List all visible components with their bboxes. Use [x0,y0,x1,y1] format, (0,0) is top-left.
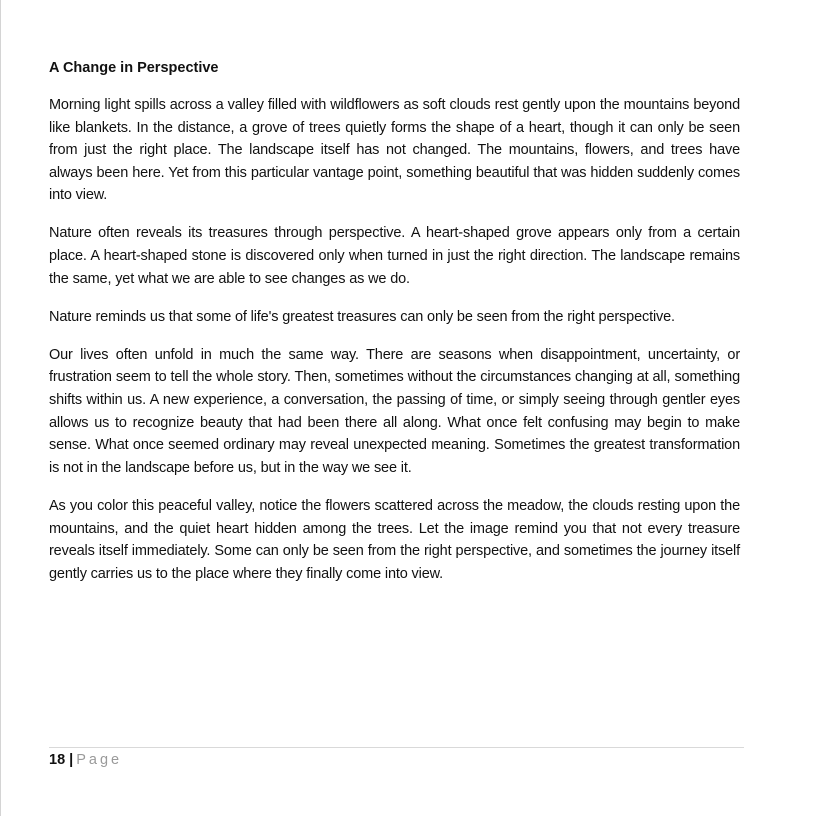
section-title: A Change in Perspective [49,60,219,76]
footer-separator: | [69,752,74,768]
paragraph-1: Morning light spills across a valley filled with wildflowers as soft clouds rest gently upon the mountains beyond like blankets. In the distance, a grove of trees quietly forms the shape of a heart, though it can only be seen from just the right place. The landscape itself has not changed. The mountains, flowers, and trees have always been here. Yet from this particular vantage point, something beautiful that was hidden suddenly comes into view. [49,97,740,204]
page-label: Page [76,752,123,768]
footer-divider [49,747,744,748]
page-footer [49,751,122,769]
document-body [49,58,740,601]
paragraph-5: As you color this peaceful valley, notice the flowers scattered across the meadow, the clouds resting upon the mountains, and the quiet heart hidden among the trees. Let the image remind you that not every treasure reveals itself immediately. Some can only be seen from the right perspective, and sometimes the journey itself gently carries us to the place where they finally come into view. [49,497,740,582]
page-edge [0,0,1,816]
paragraph-3: Nature reminds us that some of life's greatest treasures can only be seen from the right perspective. [49,308,675,325]
paragraph-4: Our lives often unfold in much the same way. There are seasons when disappointment, uncertainty, or frustration seem to tell the whole story. Then, sometimes without the circumstances changing at all, something shifts within us. A new experience, a conversation, the passing of time, or simply seeing through gentler eyes allows us to recognize beauty that had been there all along. What once felt confusing may begin to make sense. What once seemed ordinary may reveal unexpected meaning. Sometimes the greatest transformation is not in the landscape before us, but in the way we see it. [49,346,740,476]
paragraph-2: Nature often reveals its treasures through perspective. A heart-shaped grove appears only from a certain place. A heart-shaped stone is discovered only when turned in just the right direction. The landscape remains the same, yet what we are able to see changes as we do. [49,225,740,287]
page-number: 18 [49,752,66,768]
